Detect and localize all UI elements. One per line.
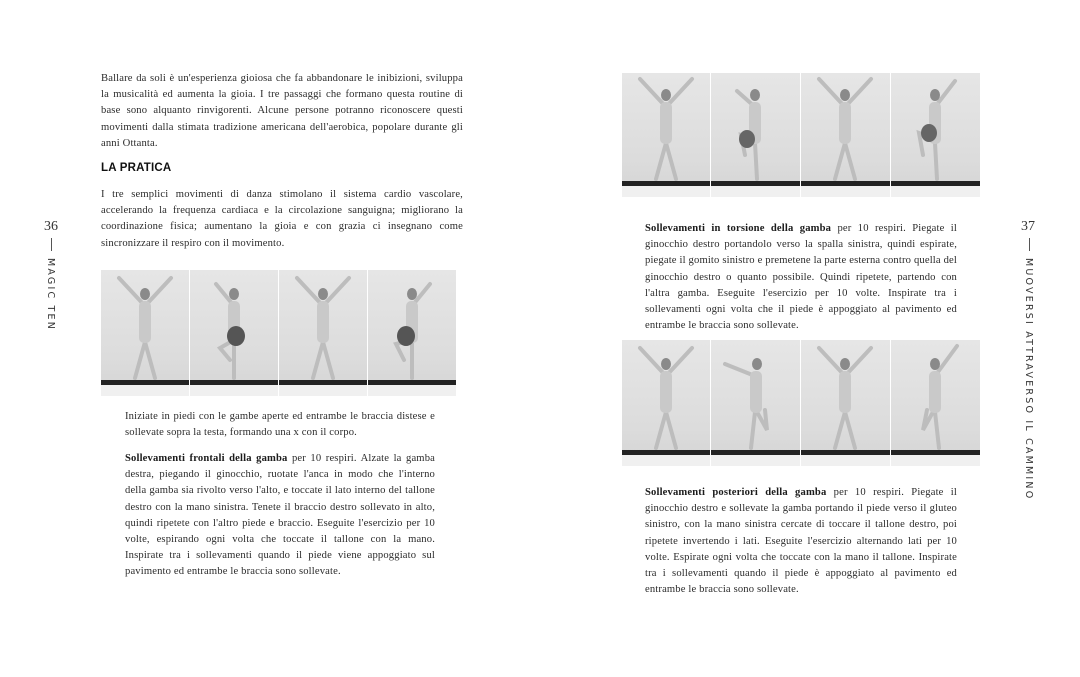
photo-x-stand bbox=[801, 340, 890, 466]
photo-twist-lift bbox=[891, 73, 980, 197]
photo-twist-lift bbox=[711, 73, 800, 197]
practice-paragraph: I tre semplici movimenti di danza stimolano il sistema cardio vascolare, accelerando la frequenza cardiaca e la circolazione sanguigna; migliorano la coordinazione fisica; aumentano la gioia e con grazia ci insegnano come sincronizzare il respiro con il movimento. bbox=[101, 189, 463, 249]
page-divider-left bbox=[51, 238, 52, 251]
twist-leg-lifts-text: per 10 respiri. Piegate il ginocchio destro portandolo verso la spalla sinistra, quindi espirate, piegate il gomito sinistro e premetene la parte esterna contro quella del ginocchio destro o quanto possibile. Quindi ripetete, partendo con l'altra gamba. Eseguite l'esercizio per 10 volte. Inspirate tra i sollevamenti ogni volta che il piede è appoggiato al pavimento ed entrambe le braccia sono sollevate. bbox=[645, 223, 957, 332]
photo-x-stand bbox=[801, 73, 890, 197]
front-leg-lifts-text: per 10 respiri. Alzate la gamba destra, piegando il ginocchio, ruotate l'anca in modo che l'interno della gamba sia rivolto verso l'alto, e toccate il lato interno del tallone destro con la mano sinistra. Tenete il braccio destro sollevato in alto, quindi ripetete con l'altro piede e braccio. Eseguite l'esercizio per 10 volte, espirando ogni volta che toccate il tallone con la mano. Inspirate tra i sollevamenti quando il piede viene appoggiato sul pavimento ed entrambe le braccia sono sollevate. bbox=[125, 453, 435, 578]
photo-front-lift bbox=[368, 270, 456, 396]
back-leg-lifts-title: Sollevamenti posteriori della gamba bbox=[645, 487, 827, 498]
photo-x-stand bbox=[101, 270, 189, 396]
running-title-right: MUOVERSI ATTRAVERSO IL CAMMINO bbox=[1023, 258, 1034, 501]
start-paragraph: Iniziate in piedi con le gambe aperte ed entrambe le braccia distese e sollevate sopra la testa, formando una x con il corpo. bbox=[125, 411, 435, 439]
running-title-left: MAGIC TEN bbox=[45, 258, 56, 332]
page-number-left: 36 bbox=[44, 219, 58, 234]
photo-back-lift bbox=[711, 340, 800, 466]
front-leg-lifts-title: Sollevamenti frontali della gamba bbox=[125, 453, 288, 464]
section-heading: LA PRATICA bbox=[101, 162, 172, 174]
back-leg-lifts-text: per 10 respiri. Piegate il ginocchio destro e sollevate la gamba portando il piede verso il gluteo sinistro, con la mano sinistra cercate di toccare il tallone destro, poi ripetete invertendo i lati. Eseguite l'esercizio alternando lati per 10 volte. Espirate ogni volta che toccate con la mano il tallone. Inspirate tra i sollevamenti quando il piede è appoggiato al pavimento ed entrambe le braccia sono sollevate. bbox=[645, 487, 957, 596]
photo-x-stand bbox=[622, 340, 710, 466]
twist-leg-lifts-paragraph bbox=[645, 221, 957, 334]
page-divider-right bbox=[1029, 238, 1030, 251]
photo-back-lift bbox=[891, 340, 980, 466]
photo-front-lift bbox=[190, 270, 278, 396]
page-number-right: 37 bbox=[1021, 219, 1035, 234]
photo-x-stand bbox=[622, 73, 710, 197]
intro-paragraph: Ballare da soli è un'esperienza gioiosa che fa abbandonare le inibizioni, sviluppa la musicalità ed aumenta la gioia. I tre passaggi che formano questa routine di base sono alquanto rinvigorenti. Alcune persone potranno riconoscere questi movimenti dalla stimata tradizione americana dell'aerobica, popolare durante gli anni Ottanta. bbox=[101, 73, 463, 149]
front-leg-lifts-paragraph bbox=[125, 451, 435, 581]
twist-leg-lifts-title: Sollevamenti in torsione della gamba bbox=[645, 223, 832, 234]
back-leg-lifts-paragraph bbox=[645, 485, 957, 598]
photo-x-stand bbox=[279, 270, 367, 396]
